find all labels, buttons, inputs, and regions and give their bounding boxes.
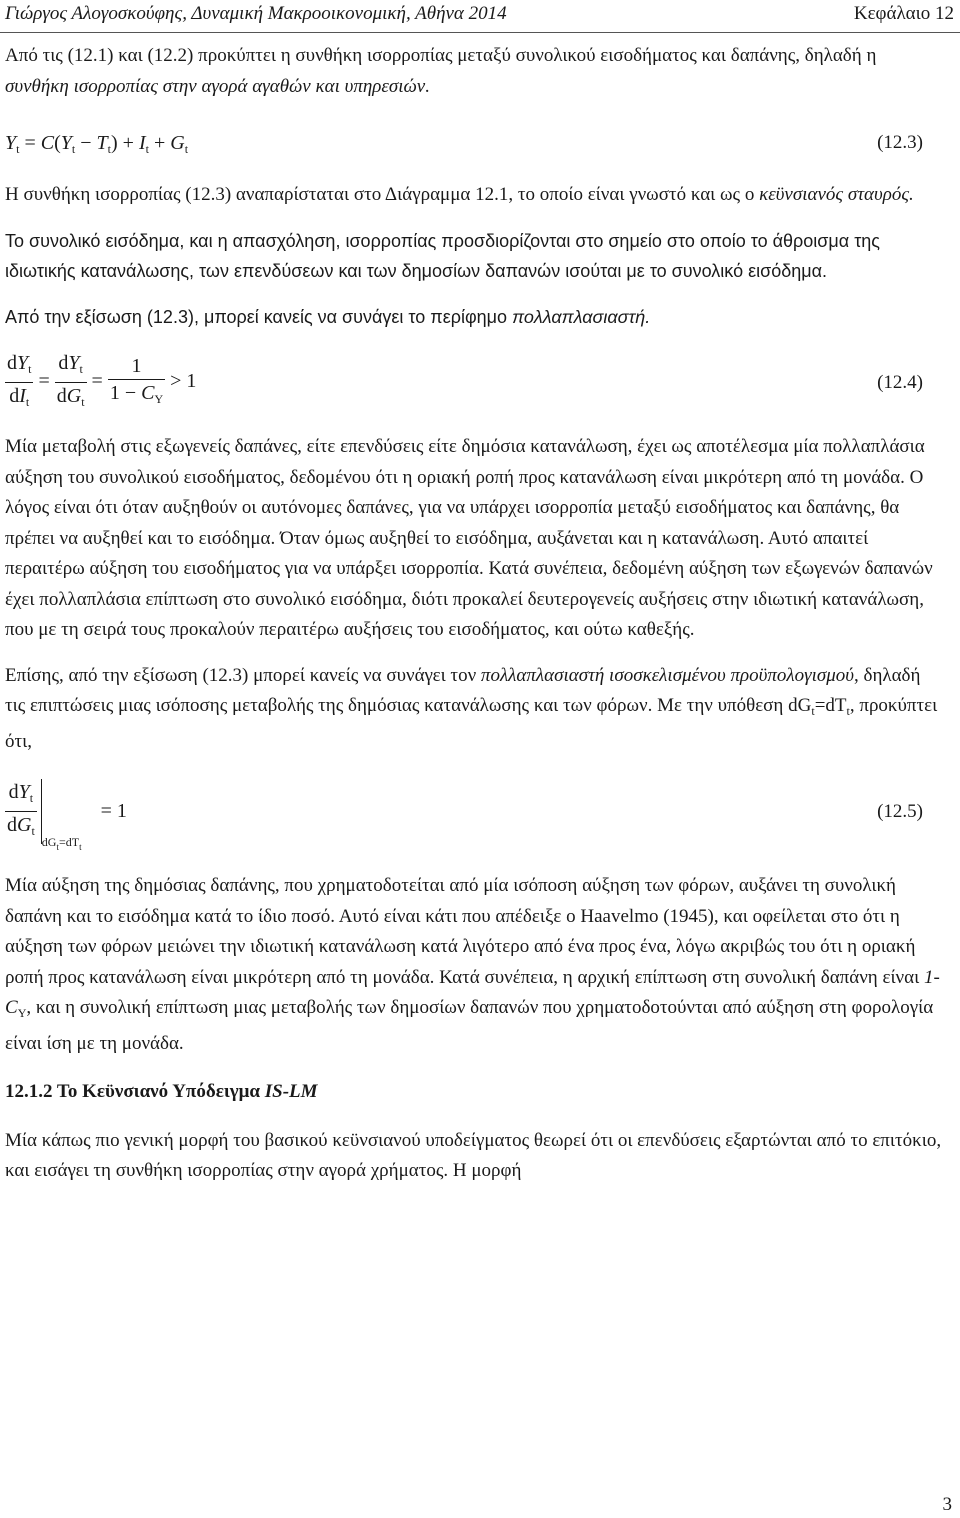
equation-12-5: $\frac{dY_t}{dG_t}$ $dG_t=dT_t = 1$ (12.5) [7,781,923,853]
header-book-title: Γιώργος Αλογοσκούφης, Δυναμική Μακροοικονομική, Αθήνα 2014 [5,3,507,24]
equation-number-12-4: (12.4) [877,372,923,393]
paragraph-7-expression: 1-C [5,966,940,1018]
paragraph-6 [5,661,943,758]
paragraph-1-text: Από τις (12.1) και (12.2) προκύπτει η συνθήκη ισορροπίας μεταξύ συνολικού εισοδήματος και δαπάνης, δηλαδή η [5,45,877,66]
paragraph-6-sub-1: t [811,704,815,718]
paragraph-7-text-a: Μία αύξηση της δημόσιας δαπάνης, που χρηματοδοτείται από μία ισόποση αύξηση των φόρων, αυξάνει τη συνολική δαπάνη και το εισόδημα κατά το ίδιο ποσό. Αυτό είναι κάτι που απέδειξε ο Haavelmo (1945), και οφείλεται στο ότι η αύξηση των φόρων μειώνει την ιδιωτική κατανάλωση κατά λιγότερο από ένα προς ένα, λόγω ακριβώς του ότι η οριακή ροπή προς κατανάλωση είναι μικρότερη από τη μονάδα. Κατά συνέπεια, η αρχική επίπτωση στη συνολική δαπάνη είναι [5,875,924,988]
equation-number-12-3: (12.3) [877,132,923,153]
running-header [0,0,960,33]
paragraph-6-text-e: , προκύπτει ότι, [5,695,938,752]
page-number: 3 [942,1494,952,1515]
section-heading-model: IS-LM [264,1081,318,1102]
paragraph-1-emphasis: συνθήκη ισορροπίας στην αγορά αγαθών και υπηρεσιών. [5,75,430,97]
paragraph-1 [5,41,943,102]
paragraph-2-emphasis: κεϋνσιανός σταυρός. [759,184,914,205]
paragraph-2 [5,180,943,211]
section-heading-text: 12.1.2 Το Κεϋνσιανό Υπόδειγμα [5,1081,265,1102]
equation-number-12-5: (12.5) [877,801,923,822]
paragraph-7-sub: Y [17,1006,27,1020]
paragraph-5: Μία μεταβολή στις εξωγενείς δαπάνες, είτε επενδύσεις είτε δημόσια κατανάλωση, έχει ως αποτέλεσμα μία πολλαπλάσια αύξηση του συνολικού εισοδήματος, δεδομένου ότι η οριακή ροπή προς κατανάλωση είναι μικρότερη από τη μονάδα. Ο λόγος είναι ότι όταν αυξηθούν οι αυτόνομες δαπάνες, για να υπάρχει ισορροπία μεταξύ εισοδήματος και δαπάνης, θα πρέπει να αυξηθεί και το εισόδημα. Όταν όμως αυξηθεί το εισόδημα, αυξάνεται και η κατανάλωση. Αυτό απαιτεί περαιτέρω αύξηση του εισοδήματος για να υπάρξει ισορροπία. Κατά συνέπεια, δεδομένη αύξηση των εξωγενών δαπανών έχει πολλαπλάσια επίπτωση στο συνολικό εισόδημα, διότι προκαλεί δευτερογενείς αυξήσεις στην ιδιωτική κατανάλωση, που με τη σειρά τους προκαλούν περαιτέρω αυξήσεις του εισοδήματος, και ούτω καθεξής. [5,436,933,640]
equation-12-4: $\frac{dY_t}{dI_t}$ = $\frac{dY_t}{dG_t}$ = $\frac{1}{1 - C_Y}$ > 1 (12.4) [7,352,923,409]
paragraph-7 [5,871,943,1059]
paragraph-6-text-d: =dT [814,695,847,716]
section-heading [5,1077,943,1108]
body-text [5,41,943,1187]
paragraph-6-sub-2: t [846,704,850,718]
paragraph-7-text-c: , και η συνολική επίπτωση μιας μεταβολής των δημοσίων δαπανών που χρηματοδοτούνται από αύξηση στη φορολογία είναι ίση με τη μονάδα. [5,997,934,1054]
equation-12-3: $Y_t = C(Y_t - T_t) + I_t + G_t$ (12.3) [5,124,943,164]
paragraph-6-emphasis: πολλαπλασιαστή ισοσκελισμένου προϋπολογισμού [480,664,854,686]
paragraph-4-emphasis: πολλαπλασιαστή. [512,306,651,327]
paragraph-4-text: Από την εξίσωση (12.3), μπορεί κανείς να συνάγει το περίφημο [5,306,513,327]
paragraph-6-text-c: , δηλαδή τις επιπτώσεις μιας ισόποσης μεταβολής της δημόσιας κατανάλωσης και των φόρων. Με την υπόθεση dG [5,664,921,716]
paragraph-4 [5,302,943,333]
paragraph-3: Το συνολικό εισόδημα, και η απασχόληση, ισορροπίας προσδιορίζονται στο σημείο στο οποίο το άθροισμα της ιδιωτικής κατανάλωσης, των επενδύσεων και των δημοσίων δαπανών ισούται με το συνολικό εισόδημα. [5,230,880,281]
paragraph-2-text: Η συνθήκη ισορροπίας (12.3) αναπαρίσταται στο Διάγραμμα 12.1, το οποίο είναι γνωστό και ως ο [5,184,760,205]
header-chapter: Κεφάλαιο 12 [853,3,954,24]
paragraph-8: Μία κάπως πιο γενική μορφή του βασικού κεϋνσιανού υποδείγματος θεωρεί ότι οι επενδύσεις εξαρτώνται από το επιτόκιο, και εισάγει τη συνθήκη ισορροπίας στην αγορά χρήματος. Η μορφή [5,1129,942,1181]
paragraph-6-text-a: Επίσης, από την εξίσωση (12.3) μπορεί κανείς να συνάγει τον [5,664,481,686]
